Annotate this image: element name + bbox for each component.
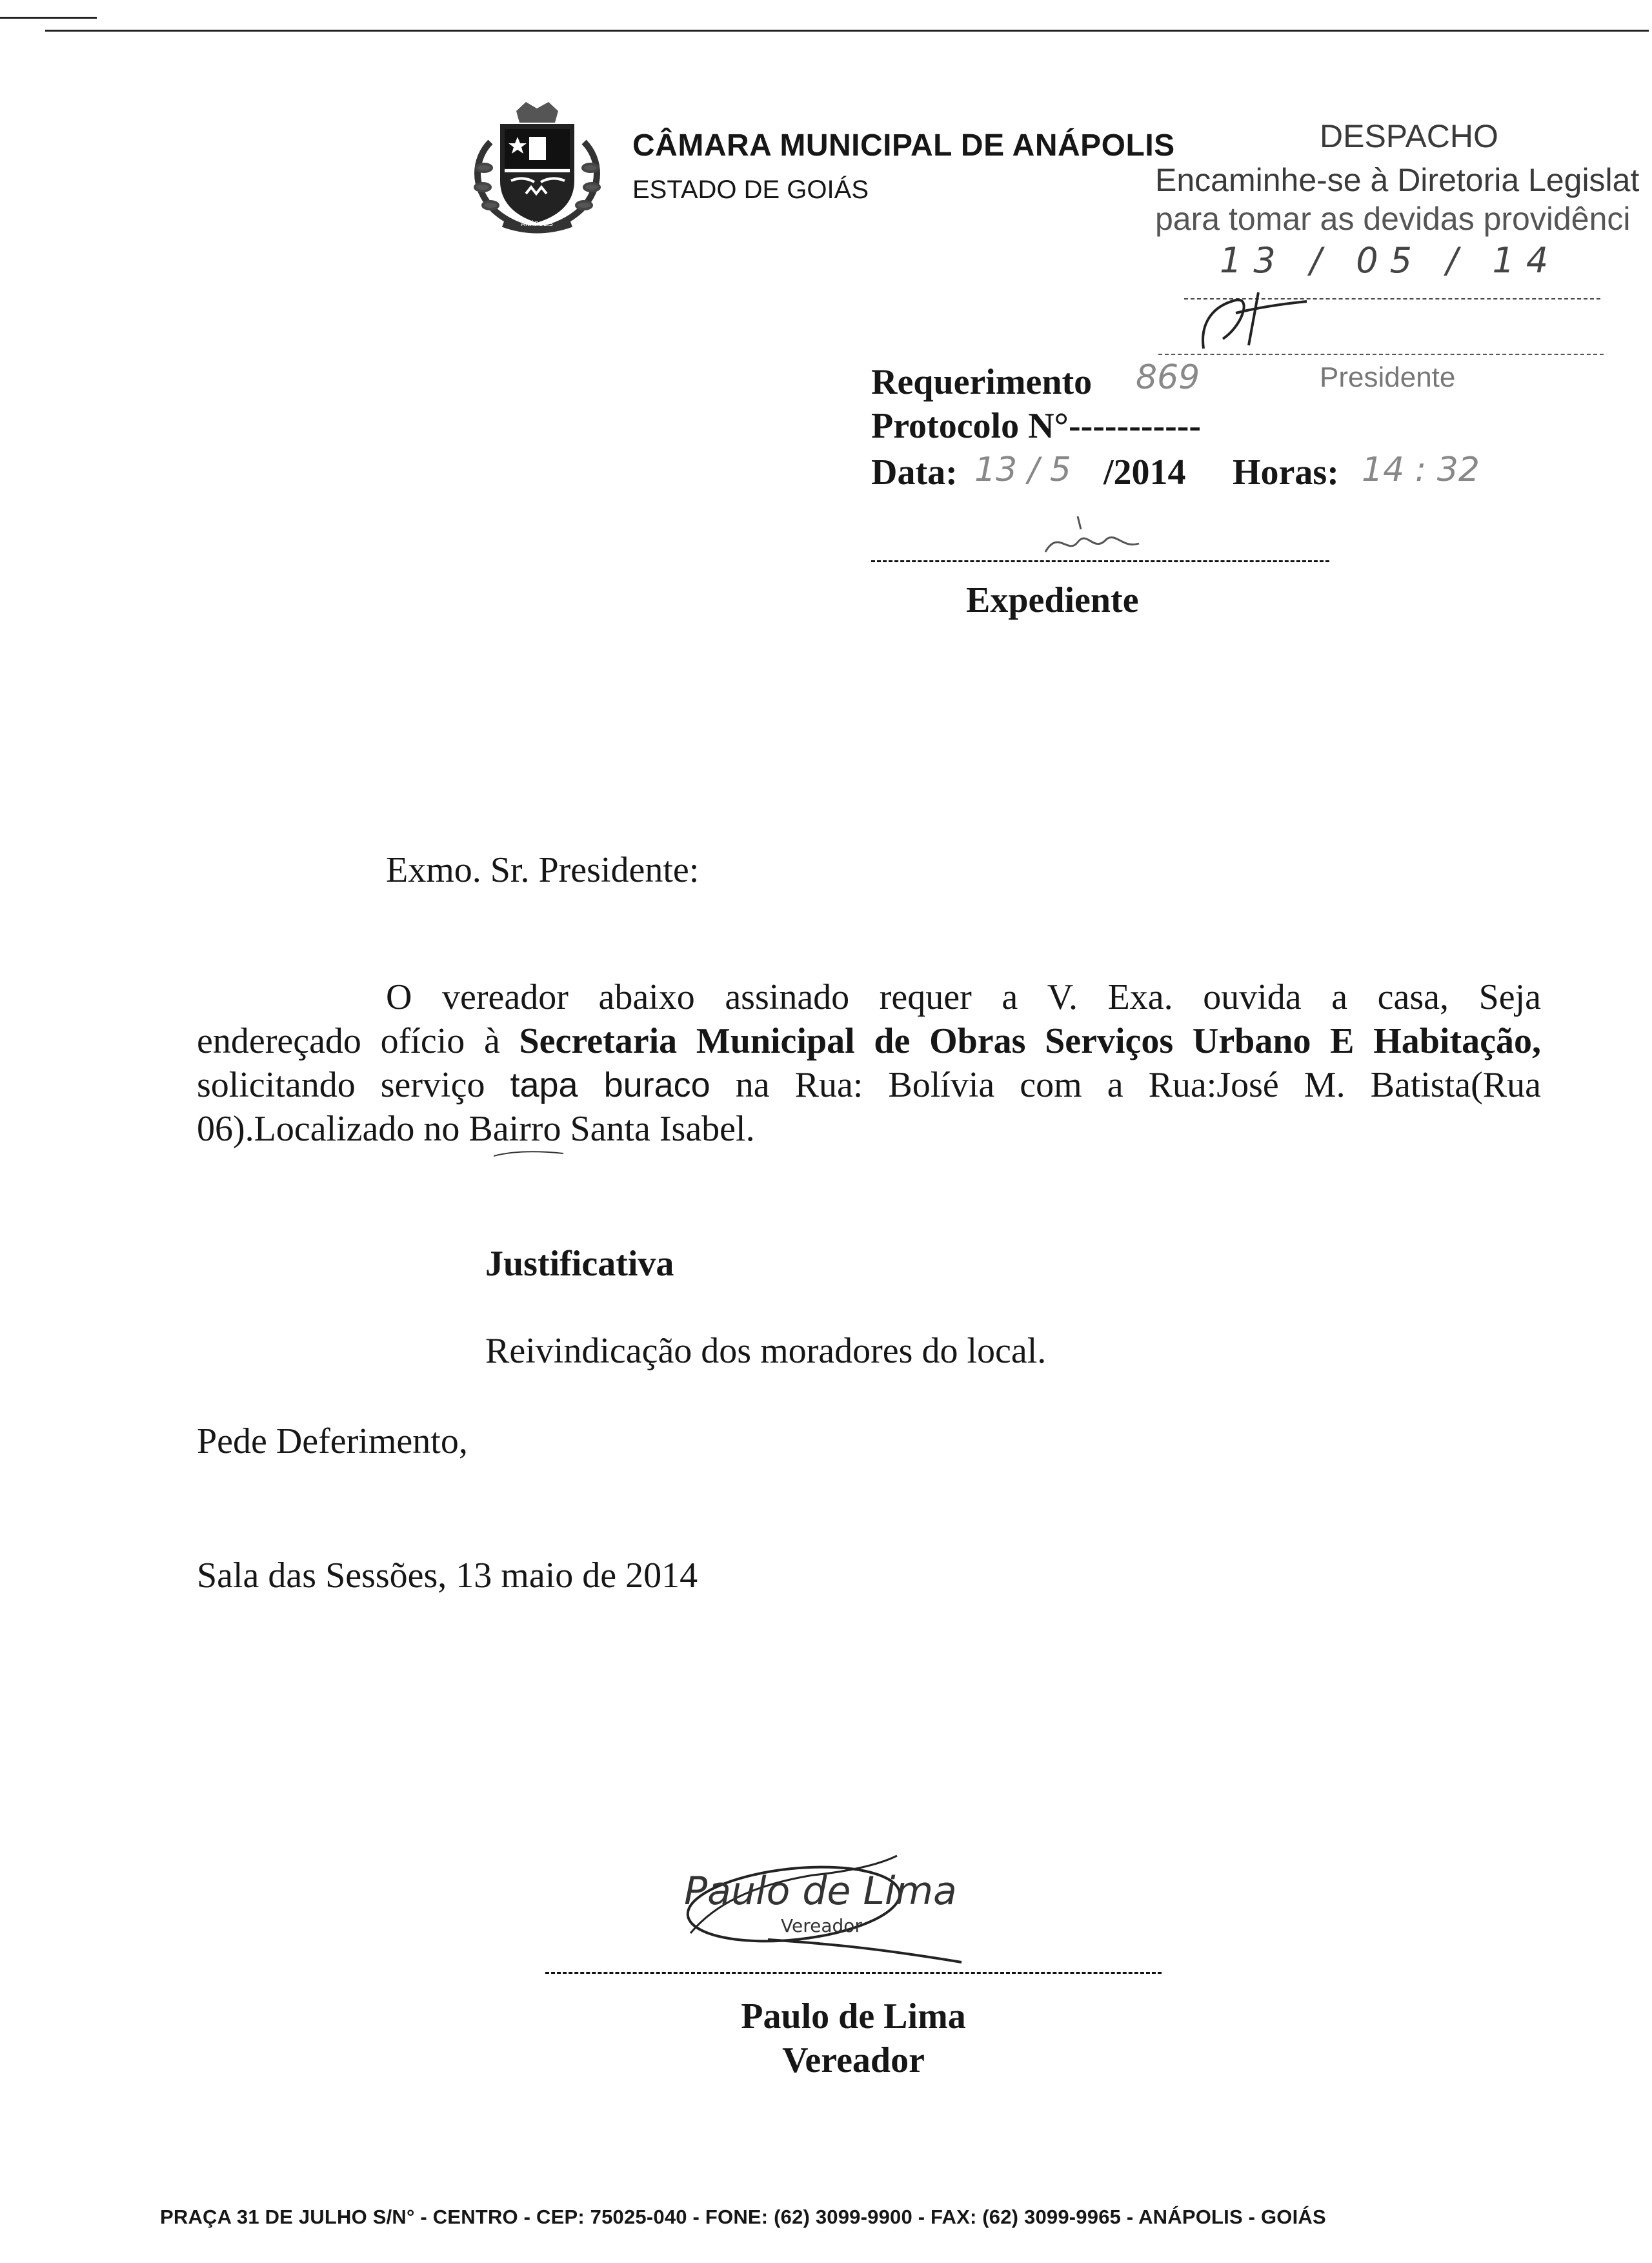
paragraph-line-3 [197, 1064, 1541, 1106]
paragraph-line-2 [197, 1020, 1541, 1062]
paragraph-line-3-text-a: solicitando serviço [197, 1065, 510, 1105]
closing-text: Pede Deferimento, [197, 1421, 468, 1461]
paragraph-line-2-text: endereçado ofício à [197, 1021, 519, 1061]
salutation: Exmo. Sr. Presidente: [386, 850, 700, 890]
top-border-line [45, 30, 1649, 32]
justificativa-heading: Justificativa [485, 1244, 674, 1284]
signature-stamp-role: Vereador [781, 1915, 862, 1936]
top-border-short [0, 17, 97, 19]
despacho-role: Presidente [1320, 361, 1456, 393]
signer-name: Paulo de Lima [741, 1996, 966, 2036]
signer-role: Vereador [782, 2040, 925, 2080]
footer-address: PRAÇA 31 DE JULHO S/N° - CENTRO - CEP: 75025-040 - FONE: (62) 3099-9900 - FAX: (62) 3099-9965 - ANÁPOLIS - GOIÁS [160, 2206, 1326, 2228]
paragraph-line-3-text-c: na Rua: Bolívia com a Rua:José M. Batista(Rua [710, 1065, 1541, 1105]
place-date-text: Sala das Sessões, 13 maio de 2014 [197, 1556, 698, 1596]
paragraph-line-1 [386, 976, 1541, 1019]
data-year: /2014 [1103, 452, 1186, 492]
despacho-title: DESPACHO [1320, 118, 1498, 154]
expediente-label: Expediente [966, 580, 1139, 620]
despacho-signature-line [1158, 354, 1604, 355]
signature-line [545, 1972, 1162, 1974]
paragraph-line-4: 06).Localizado no Bairro Santa Isabel. [197, 1109, 755, 1149]
secretaria-name: Secretaria Municipal de Obras Serviços Urbano E Habitação, [519, 1021, 1541, 1061]
protocolo-label: Protocolo N°----------- [871, 406, 1202, 446]
despacho-date-handwritten: 13 / 05 / 14 [1220, 240, 1560, 281]
state-subtitle: ESTADO DE GOIÁS [632, 176, 869, 204]
president-signature [1197, 287, 1313, 352]
despacho-line-1: Encaminhe-se à Diretoria Legislat [1155, 162, 1640, 198]
seal-ribbon-text: ANÁPOLIS [521, 221, 553, 228]
expediente-signature-line [871, 560, 1329, 562]
justificativa-text: Reivindicação dos moradores do local. [485, 1331, 1047, 1371]
coat-of-arms-logo [465, 97, 610, 236]
underline-mark [494, 1149, 565, 1157]
data-handwritten: 13 / 5 [974, 451, 1071, 489]
horas-label: Horas: [1233, 452, 1339, 492]
requerimento-label: Requerimento [871, 362, 1093, 402]
vereador-signature-stamp [671, 1836, 981, 1972]
institution-title: CÂMARA MUNICIPAL DE ANÁPOLIS [632, 128, 1175, 163]
paragraph-line-1-text: O vereador abaixo assinado requer a V. Exa. ouvida a casa, Seja [386, 977, 1541, 1017]
signature-stamp-name: Paulo de Lima [684, 1869, 957, 1914]
requerimento-number-handwritten: 869 [1136, 358, 1200, 397]
data-label: Data: [871, 452, 958, 492]
tapa-buraco-text: tapa buraco [510, 1066, 710, 1104]
despacho-line-2: para tomar as devidas providênci [1155, 201, 1631, 237]
protocol-initials-signature [1032, 510, 1149, 562]
horas-handwritten: 14 : 32 [1362, 451, 1480, 489]
